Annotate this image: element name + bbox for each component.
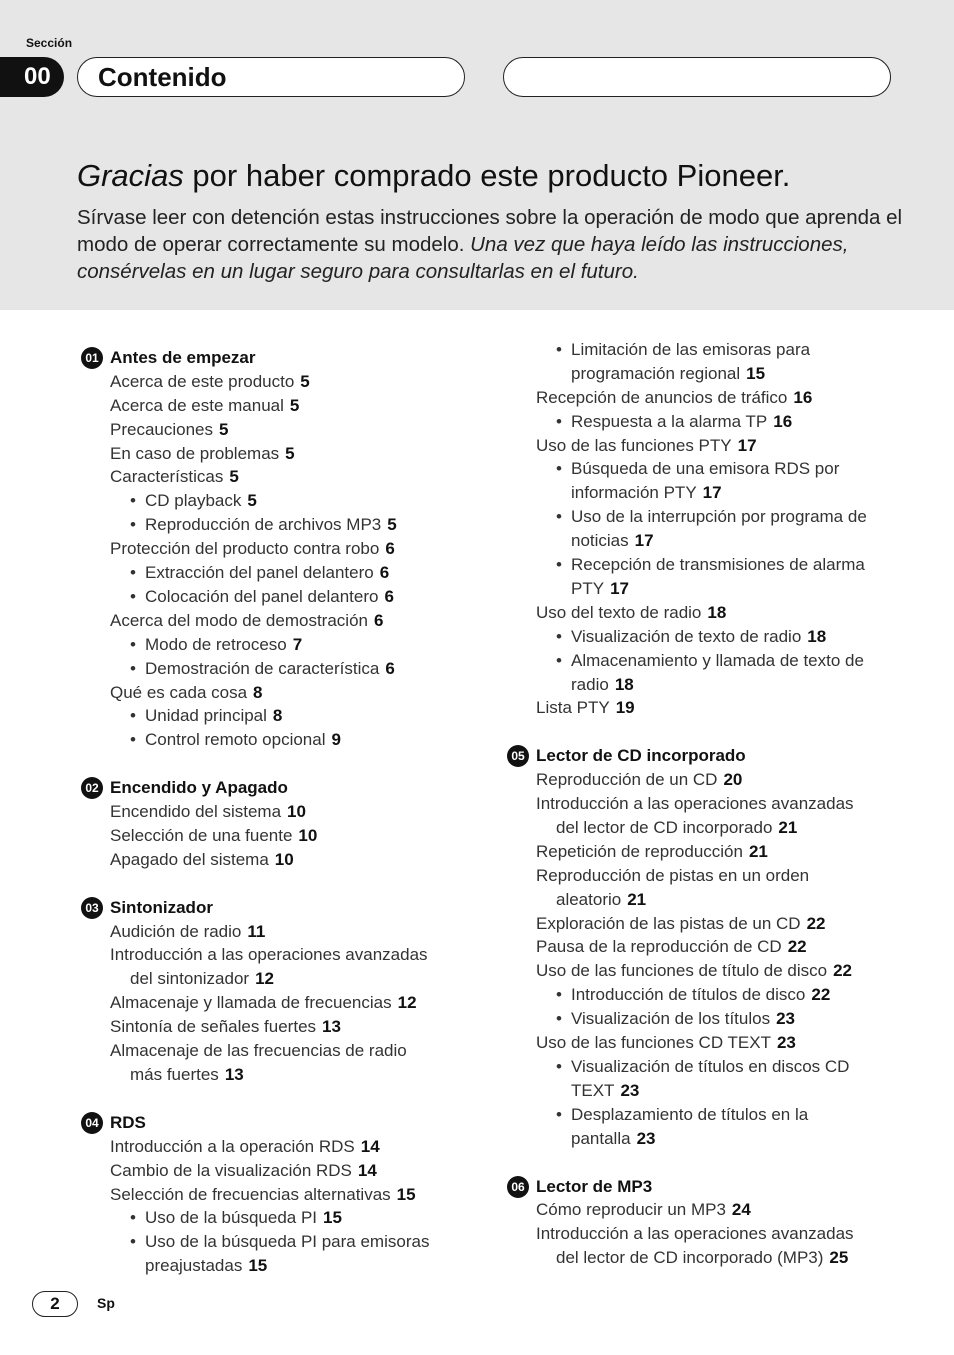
toc-entry-text: Visualización de los títulos — [571, 1009, 771, 1028]
toc-entry-text: información PTY — [571, 483, 697, 502]
toc-entry — [571, 481, 722, 505]
page-title: Contenido — [77, 57, 465, 97]
toc-entry — [110, 681, 263, 705]
toc-page-number: 21 — [627, 890, 647, 909]
toc-page-number: 20 — [723, 770, 743, 789]
banner-intro — [77, 204, 907, 285]
toc-entry-text: Pausa de la reproducción de CD — [536, 937, 782, 956]
toc-page-number: 25 — [829, 1248, 849, 1267]
toc-entry — [536, 601, 726, 625]
toc-entry-text: Uso de las funciones de título de disco — [536, 961, 828, 980]
toc-entry — [536, 768, 742, 792]
toc-entry-text: Almacenamiento y llamada de texto de — [571, 651, 864, 670]
toc-entry-text: Precauciones — [110, 420, 214, 439]
toc-entry-text: Recepción de anuncios de tráfico — [536, 388, 788, 407]
toc-entry — [110, 943, 428, 967]
section-label: Sección — [26, 36, 73, 50]
toc-entry — [536, 840, 768, 864]
toc-entry — [110, 1159, 377, 1183]
intro-italic: Una vez que haya leído las instrucciones, consérvelas en un lugar seguro para consultarlas en el futuro. — [77, 233, 849, 283]
toc-page-number: 15 — [248, 1256, 268, 1275]
toc-entry — [110, 991, 417, 1015]
toc-entry-text: Protección del producto contra robo — [110, 539, 380, 558]
toc-entry-text: del lector de CD incorporado — [556, 818, 773, 837]
toc-entry-text: Reproducción de archivos MP3 — [145, 515, 382, 534]
toc-section-heading — [110, 896, 213, 920]
toc-entry — [110, 1015, 341, 1039]
toc-page-number: 21 — [778, 818, 798, 837]
toc-entry-text: Acerca del modo de demostración — [110, 611, 368, 630]
toc-entry-text: Colocación del panel delantero — [145, 587, 379, 606]
toc-entry — [536, 935, 807, 959]
toc-page-number: 5 — [229, 467, 239, 486]
toc-entry — [571, 410, 792, 434]
toc-entry — [536, 696, 635, 720]
toc-entry-text: Visualización de títulos en discos CD — [571, 1057, 850, 1076]
toc-entry-text: Uso de la búsqueda PI para emisoras — [145, 1232, 430, 1251]
toc-entry-text: preajustadas — [145, 1256, 243, 1275]
toc-page-number: 17 — [737, 436, 757, 455]
language-code: Sp — [97, 1295, 115, 1311]
toc-entry — [130, 967, 274, 991]
toc-entry — [110, 848, 294, 872]
toc-page-number: 24 — [731, 1200, 751, 1219]
toc-entry — [145, 489, 257, 513]
toc-entry-text: Acerca de este producto — [110, 372, 295, 391]
toc-page-number: 12 — [397, 993, 417, 1012]
toc-page-number: 16 — [773, 412, 793, 431]
toc-entry — [571, 673, 634, 697]
toc-entry-text: Limitación de las emisoras para — [571, 340, 811, 359]
toc-entry — [110, 1039, 407, 1063]
toc-entry — [110, 537, 395, 561]
toc-entry — [110, 609, 383, 633]
toc-entry-text: Introducción a las operaciones avanzadas — [110, 945, 428, 964]
toc-entry-text: Control remoto opcional — [145, 730, 326, 749]
toc-entry-text: radio — [571, 675, 609, 694]
toc-entry-text: Modo de retroceso — [145, 635, 287, 654]
toc-entry-text: Desplazamiento de títulos en la — [571, 1105, 809, 1124]
toc-entry — [130, 1063, 244, 1087]
headline-rest: por haber comprado este producto Pioneer. — [183, 158, 791, 193]
toc-entry-text: TEXT — [571, 1081, 615, 1100]
toc-entry-text: más fuertes — [130, 1065, 219, 1084]
toc-entry-text: noticias — [571, 531, 629, 550]
toc-page-number: 6 — [373, 611, 384, 630]
toc-entry-text: Exploración de las pistas de un CD — [536, 914, 801, 933]
toc-page-number: 22 — [806, 914, 826, 933]
section-number-icon: 06 — [507, 1176, 529, 1198]
toc-entry-text: Recepción de transmisiones de alarma — [571, 555, 865, 574]
toc-entry-text: Visualización de texto de radio — [571, 627, 802, 646]
toc-entry — [571, 553, 865, 577]
toc-entry-text: Encendido y Apagado — [110, 778, 288, 797]
toc-page-number: 16 — [793, 388, 813, 407]
toc-entry — [571, 577, 629, 601]
toc-page-number: 5 — [219, 420, 229, 439]
banner-headline — [77, 158, 790, 194]
toc-section-heading — [110, 1111, 146, 1135]
toc-page-number: 15 — [746, 364, 766, 383]
section-number-icon: 02 — [81, 777, 103, 799]
toc-entry — [145, 585, 394, 609]
toc-page-number: 6 — [385, 539, 395, 558]
toc-entry — [571, 529, 654, 553]
toc-page-number: 17 — [634, 531, 654, 550]
toc-entry — [145, 1206, 342, 1230]
toc-page-number: 11 — [247, 922, 266, 941]
toc-page-number: 22 — [811, 985, 831, 1004]
toc-page-number: 6 — [379, 563, 390, 582]
toc-section-heading — [536, 744, 746, 768]
toc-entry — [145, 561, 389, 585]
toc-entry — [110, 465, 239, 489]
toc-entry — [110, 442, 295, 466]
toc-entry-text: Sintonía de señales fuertes — [110, 1017, 317, 1036]
toc-entry — [556, 1246, 848, 1270]
intro-plain: Sírvase leer con detención estas instrucciones sobre la operación de modo que aprenda el modo de operar correctamente su modelo. — [77, 206, 903, 256]
toc-entry-text: RDS — [110, 1113, 146, 1132]
toc-entry — [536, 1222, 854, 1246]
toc-entry-text: Introducción a las operaciones avanzadas — [536, 1224, 854, 1243]
toc-entry — [145, 704, 282, 728]
toc-entry — [571, 1055, 849, 1079]
toc-entry — [571, 1127, 655, 1151]
toc-entry — [571, 1103, 808, 1127]
toc-page-number: 17 — [702, 483, 722, 502]
toc-entry-text: Selección de frecuencias alternativas — [110, 1185, 391, 1204]
toc-entry — [145, 633, 302, 657]
toc-page-number: 18 — [707, 603, 727, 622]
toc-entry-text: Audición de radio — [110, 922, 242, 941]
section-number-icon: 03 — [81, 897, 103, 919]
toc-entry-text: Almacenaje y llamada de frecuencias — [110, 993, 392, 1012]
toc-entry-text: En caso de problemas — [110, 444, 280, 463]
toc-entry — [536, 864, 809, 888]
toc-page-number: 18 — [614, 675, 634, 694]
toc-entry-text: Selección de una fuente — [110, 826, 293, 845]
toc-entry-text: Acerca de este manual — [110, 396, 284, 415]
toc-page-number: 10 — [287, 802, 306, 821]
toc-entry — [571, 1007, 795, 1031]
toc-page-number: 23 — [776, 1009, 795, 1028]
toc-entry — [145, 657, 395, 681]
toc-entry — [145, 1230, 429, 1254]
toc-entry-text: Uso del texto de radio — [536, 603, 702, 622]
toc-page-number: 19 — [615, 698, 635, 717]
toc-page-number: 13 — [322, 1017, 341, 1036]
toc-entry-text: Sintonizador — [110, 898, 213, 917]
toc-section-heading — [536, 1175, 652, 1199]
toc-entry-text: Demostración de característica — [145, 659, 380, 678]
toc-entry-text: del sintonizador — [130, 969, 250, 988]
toc-entry-text: Búsqueda de una emisora RDS por — [571, 459, 840, 478]
toc-entry-text: Qué es cada cosa — [110, 683, 248, 702]
toc-entry-text: Lista PTY — [536, 698, 610, 717]
toc-entry — [110, 370, 310, 394]
toc-entry-text: Uso de las funciones PTY — [536, 436, 732, 455]
toc-entry-text: Repetición de reproducción — [536, 842, 743, 861]
toc-page-number: 15 — [396, 1185, 416, 1204]
toc-entry-text: del lector de CD incorporado (MP3) — [556, 1248, 824, 1267]
toc-entry — [145, 513, 397, 537]
toc-entry-text: PTY — [571, 579, 605, 598]
toc-entry — [536, 1031, 796, 1055]
toc-entry — [536, 912, 826, 936]
toc-entry-text: Antes de empezar — [110, 348, 256, 367]
page-number: 2 — [32, 1291, 78, 1317]
toc-entry-text: Uso de las funciones CD TEXT — [536, 1033, 771, 1052]
toc-entry-text: Encendido del sistema — [110, 802, 282, 821]
toc-entry — [571, 983, 830, 1007]
toc-page-number: 10 — [298, 826, 318, 845]
toc-entry — [536, 1198, 751, 1222]
toc-entry — [536, 386, 812, 410]
toc-page-number: 22 — [833, 961, 852, 980]
toc-page-number: 6 — [384, 587, 394, 606]
toc-entry-text: programación regional — [571, 364, 741, 383]
headline-italic: Gracias — [77, 158, 184, 193]
toc-entry-text: Reproducción de pistas en un orden — [536, 866, 810, 885]
toc-page-number: 23 — [620, 1081, 640, 1100]
toc-entry-text: Respuesta a la alarma TP — [571, 412, 768, 431]
section-number-icon: 05 — [507, 745, 529, 767]
toc-entry-text: Extracción del panel delantero — [145, 563, 374, 582]
toc-page-number: 5 — [300, 372, 310, 391]
toc-entry — [110, 1135, 380, 1159]
toc-page-number: 12 — [255, 969, 274, 988]
toc-entry — [556, 888, 646, 912]
toc-entry — [571, 649, 864, 673]
toc-entry — [536, 792, 854, 816]
toc-entry-text: Apagado del sistema — [110, 850, 269, 869]
toc-entry — [110, 800, 306, 824]
toc-entry-text: Uso de la búsqueda PI — [145, 1208, 318, 1227]
toc-entry — [110, 920, 265, 944]
toc-entry — [571, 505, 867, 529]
toc-entry-text: Cambio de la visualización RDS — [110, 1161, 352, 1180]
toc-page-number: 17 — [610, 579, 629, 598]
toc-entry — [110, 824, 317, 848]
toc-page-number: 14 — [357, 1161, 377, 1180]
toc-page-number: 15 — [323, 1208, 342, 1227]
toc-entry-text: Uso de la interrupción por programa de — [571, 507, 867, 526]
toc-entry-text: Unidad principal — [145, 706, 267, 725]
toc-entry — [556, 816, 797, 840]
toc-page-number: 10 — [274, 850, 294, 869]
toc-entry — [571, 457, 839, 481]
toc-page-number: 13 — [224, 1065, 244, 1084]
toc-entry — [536, 959, 852, 983]
toc-entry-text: Lector de MP3 — [536, 1177, 653, 1196]
toc-entry-text: Introducción de títulos de disco — [571, 985, 806, 1004]
toc-entry-text: Introducción a la operación RDS — [110, 1137, 355, 1156]
toc-entry — [110, 1183, 416, 1207]
toc-entry — [571, 1079, 639, 1103]
toc-entry-text: Almacenaje de las frecuencias de radio — [110, 1041, 407, 1060]
toc-page-number: 6 — [385, 659, 395, 678]
toc-entry-text: Cómo reproducir un MP3 — [536, 1200, 726, 1219]
toc-entry-text: Características — [110, 467, 224, 486]
toc-page-number: 5 — [247, 491, 257, 510]
header-blank-box — [503, 57, 891, 97]
toc-page-number: 18 — [807, 627, 827, 646]
toc-entry-text: aleatorio — [556, 890, 622, 909]
toc-entry-text: Lector de CD incorporado — [536, 746, 746, 765]
toc-entry — [571, 338, 810, 362]
section-number-icon: 01 — [81, 347, 103, 369]
toc-page-number: 5 — [289, 396, 300, 415]
toc-section-heading — [110, 346, 256, 370]
toc-page-number: 9 — [331, 730, 341, 749]
toc-entry — [110, 418, 228, 442]
toc-entry — [536, 434, 757, 458]
toc-entry-text: Introducción a las operaciones avanzadas — [536, 794, 854, 813]
toc-page-number: 5 — [387, 515, 397, 534]
toc-entry — [145, 1254, 267, 1278]
toc-entry-text: pantalla — [571, 1129, 631, 1148]
toc-page-number: 21 — [748, 842, 768, 861]
toc-entry — [145, 728, 341, 752]
toc-entry — [110, 394, 299, 418]
toc-page-number: 23 — [776, 1033, 796, 1052]
toc-page-number: 8 — [253, 683, 263, 702]
toc-page-number: 5 — [285, 444, 295, 463]
toc-page-number: 14 — [360, 1137, 380, 1156]
toc-page-number: 23 — [636, 1129, 656, 1148]
toc-page-number: 22 — [787, 937, 807, 956]
toc-entry-text: CD playback — [145, 491, 242, 510]
toc-page-number: 8 — [272, 706, 283, 725]
section-number-icon: 04 — [81, 1112, 103, 1134]
toc-entry — [571, 362, 765, 386]
toc-page-number: 7 — [292, 635, 303, 654]
toc-section-heading — [110, 776, 288, 800]
toc-entry — [571, 625, 826, 649]
section-number-badge: 00 — [0, 57, 64, 97]
toc-entry-text: Reproducción de un CD — [536, 770, 718, 789]
